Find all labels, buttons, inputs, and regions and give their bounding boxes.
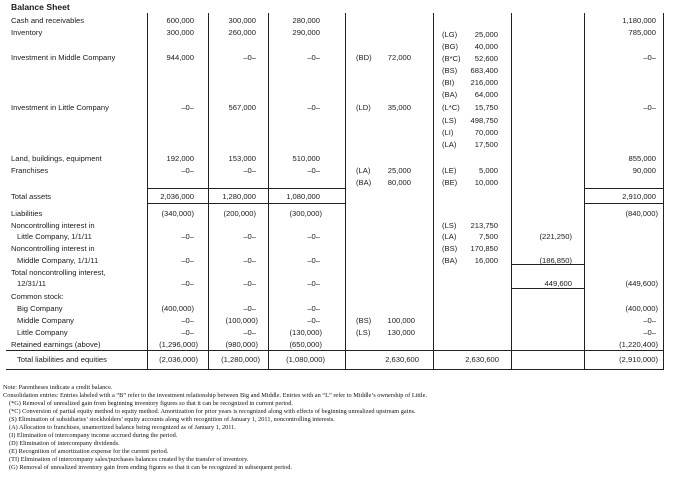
consolidated-value: 1,180,000 — [622, 16, 656, 25]
column-rule — [511, 13, 512, 370]
column-rule — [345, 13, 346, 370]
credit-code: (LG) — [442, 30, 458, 39]
footnote-entry: (D) Elimination of intercompany dividends. — [9, 440, 120, 447]
credit-amount: 10,000 — [474, 178, 498, 187]
consolidated-value: –0– — [643, 316, 656, 325]
middle-value: 567,000 — [228, 103, 256, 112]
big-value: (2,036,000) — [159, 355, 198, 364]
big-value: –0– — [181, 166, 194, 175]
consolidated-value: (840,000) — [625, 209, 658, 218]
credit-code: (LS) — [442, 221, 457, 230]
consolidated-value: (400,000) — [625, 304, 658, 313]
total-rule — [6, 369, 664, 370]
middle-value: –0– — [243, 232, 256, 241]
credit-amount: 70,000 — [474, 128, 498, 137]
row-label: Common stock: — [11, 292, 64, 301]
row-label: Retained earnings (above) — [11, 340, 101, 349]
nci-value: (186,850) — [539, 256, 572, 265]
middle-value: 260,000 — [228, 28, 256, 37]
credit-code: (B*C) — [442, 54, 461, 63]
credit-code: (LA) — [442, 140, 457, 149]
row-label: Investment in Middle Company — [11, 53, 116, 62]
total-rule — [585, 188, 663, 189]
consolidated-value: 785,000 — [628, 28, 656, 37]
credit-amount: 64,000 — [474, 90, 498, 99]
little-value: –0– — [307, 103, 320, 112]
row-label: Little Company — [17, 328, 68, 337]
credit-amount: 52,600 — [474, 54, 498, 63]
credit-amount: 17,500 — [474, 140, 498, 149]
consolidated-value: –0– — [643, 328, 656, 337]
debit-code: (BS) — [356, 316, 372, 325]
footnote-entry: (TI) Elimination of intercompany sales/purchases balances created by the transfer of inventory. — [9, 456, 249, 463]
page-title: Balance Sheet — [11, 2, 70, 12]
credit-code: (BE) — [442, 178, 458, 187]
row-label: Little Company, 1/1/11 — [17, 232, 92, 241]
big-value: (340,000) — [161, 209, 194, 218]
middle-value: –0– — [243, 256, 256, 265]
footnote-entry: (A) Allocation to franchises, unamortized balance being recognized as of January 1, 2011. — [9, 424, 236, 431]
little-value: –0– — [307, 304, 320, 313]
middle-value: (100,000) — [225, 316, 258, 325]
little-value: 1,080,000 — [286, 192, 320, 201]
row-label: Land, buildings, equipment — [11, 154, 102, 163]
debit-amount: 100,000 — [387, 316, 415, 325]
consolidated-value: 90,000 — [632, 166, 656, 175]
debit-total: 2,630,600 — [385, 355, 419, 364]
column-rule — [584, 13, 585, 370]
footnote-consolidation: Consolidation entries: Entries labeled with a “B” refer to the investment relationship between Big and Middle. Entries with an “L” refer to Middle’s ownership of Little. — [3, 392, 428, 399]
footnote-entry: (I) Elimination of intercompany income accrued during the period. — [9, 432, 178, 439]
middle-value: –0– — [243, 166, 256, 175]
credit-code: (BG) — [442, 42, 459, 51]
consolidated-value: 855,000 — [628, 154, 656, 163]
credit-amount: 216,000 — [470, 78, 498, 87]
total-rule — [512, 288, 584, 289]
row-label: Noncontrolling interest in — [11, 244, 95, 253]
consolidated-value: (1,220,400) — [619, 340, 658, 349]
footnote-entry: (S) Elimination of subsidiaries’ stockholders’ equity accounts along with recognition of January 1, 2011, noncontrolling interests. — [9, 416, 335, 423]
little-value: (650,000) — [289, 340, 322, 349]
credit-amount: 15,750 — [474, 103, 498, 112]
row-label: Middle Company, 1/1/11 — [17, 256, 99, 265]
big-value: –0– — [181, 256, 194, 265]
middle-value: –0– — [243, 304, 256, 313]
footnote-entry: (E) Recognition of amortization expense for the current period. — [9, 448, 169, 455]
credit-code: (BS) — [442, 244, 458, 253]
middle-value: 1,280,000 — [222, 192, 256, 201]
consolidated-value: –0– — [643, 53, 656, 62]
row-label: Total assets — [11, 192, 52, 201]
middle-value: (200,000) — [223, 209, 256, 218]
consolidated-value: (449,600) — [625, 279, 658, 288]
row-label: Franchises — [11, 166, 49, 175]
row-label: Cash and receivables — [11, 16, 85, 25]
credit-amount: 170,850 — [470, 244, 498, 253]
column-rule — [663, 13, 664, 370]
credit-amount: 25,000 — [474, 30, 498, 39]
middle-value: 300,000 — [228, 16, 256, 25]
credit-code: (BA) — [442, 256, 458, 265]
big-value: (400,000) — [161, 304, 194, 313]
credit-amount: 5,000 — [478, 166, 498, 175]
little-value: 510,000 — [292, 154, 320, 163]
credit-code: (LI) — [442, 128, 454, 137]
credit-code: (BI) — [442, 78, 455, 87]
row-label: Investment in Little Company — [11, 103, 109, 112]
little-value: (130,000) — [289, 328, 322, 337]
big-value: 600,000 — [166, 16, 194, 25]
little-value: –0– — [307, 256, 320, 265]
footnote-entry: (*G) Removal of unrealized gain from beginning inventory figures so that it can be recognized in current period. — [9, 400, 293, 407]
little-value: 290,000 — [292, 28, 320, 37]
little-value: –0– — [307, 279, 320, 288]
nci-value: (221,250) — [539, 232, 572, 241]
middle-value: –0– — [243, 53, 256, 62]
credit-amount: 213,750 — [470, 221, 498, 230]
credit-amount: 16,000 — [474, 256, 498, 265]
little-value: (300,000) — [289, 209, 322, 218]
debit-amount: 35,000 — [387, 103, 411, 112]
total-rule — [148, 203, 345, 204]
big-value: 192,000 — [166, 154, 194, 163]
credit-code: (LA) — [442, 232, 457, 241]
big-value: (1,296,000) — [159, 340, 198, 349]
debit-amount: 72,000 — [387, 53, 411, 62]
footnote-note: Note: Parentheses indicate a credit balance. — [3, 384, 113, 391]
middle-value: (1,280,000) — [221, 355, 260, 364]
total-rule — [148, 188, 345, 189]
big-value: 2,036,000 — [160, 192, 194, 201]
row-label: Liabilities — [11, 209, 43, 218]
big-value: –0– — [181, 232, 194, 241]
footnote-entry: (G) Removal of unrealized inventory gain from ending figures so that it can be recognized in subsequent period. — [9, 464, 292, 471]
little-value: –0– — [307, 316, 320, 325]
debit-code: (LA) — [356, 166, 371, 175]
big-value: –0– — [181, 328, 194, 337]
big-value: –0– — [181, 316, 194, 325]
big-value: 300,000 — [166, 28, 194, 37]
credit-amount: 498,750 — [470, 116, 498, 125]
consolidated-value: (2,910,000) — [619, 355, 658, 364]
little-value: (1,080,000) — [286, 355, 325, 364]
row-label: Noncontrolling interest in — [11, 221, 95, 230]
credit-amount: 7,500 — [478, 232, 498, 241]
debit-code: (LS) — [356, 328, 371, 337]
row-label: Total noncontrolling interest, — [11, 268, 106, 277]
debit-code: (BD) — [356, 53, 372, 62]
nci-value: 449,600 — [544, 279, 572, 288]
middle-value: –0– — [243, 279, 256, 288]
big-value: –0– — [181, 279, 194, 288]
little-value: –0– — [307, 166, 320, 175]
middle-value: –0– — [243, 328, 256, 337]
big-value: –0– — [181, 103, 194, 112]
middle-value: (980,000) — [225, 340, 258, 349]
row-label: Big Company — [17, 304, 63, 313]
credit-code: (BA) — [442, 90, 458, 99]
row-label: Middle Company — [17, 316, 74, 325]
column-rule — [433, 13, 434, 370]
credit-amount: 40,000 — [474, 42, 498, 51]
total-rule — [6, 350, 664, 351]
total-rule — [585, 203, 663, 204]
little-value: 280,000 — [292, 16, 320, 25]
little-value: –0– — [307, 232, 320, 241]
footnote-entry: (*C) Conversion of partial equity method to equity method. Amortization for prior years is recognized along with effects of beginning unrealized upstream gains. — [9, 408, 416, 415]
credit-code: (BS) — [442, 66, 458, 75]
row-label: 12/31/11 — [17, 279, 46, 288]
credit-code: (LE) — [442, 166, 457, 175]
credit-total: 2,630,600 — [465, 355, 499, 364]
middle-value: 153,000 — [228, 154, 256, 163]
credit-amount: 683,400 — [470, 66, 498, 75]
debit-amount: 130,000 — [387, 328, 415, 337]
debit-amount: 80,000 — [387, 178, 411, 187]
consolidated-value: –0– — [643, 103, 656, 112]
row-label: Inventory — [11, 28, 43, 37]
consolidated-value: 2,910,000 — [622, 192, 656, 201]
credit-code: (L*C) — [442, 103, 460, 112]
big-value: 944,000 — [166, 53, 194, 62]
credit-code: (LS) — [442, 116, 457, 125]
little-value: –0– — [307, 53, 320, 62]
debit-code: (BA) — [356, 178, 372, 187]
row-label: Total liabilities and equities — [17, 355, 107, 364]
debit-code: (LD) — [356, 103, 371, 112]
debit-amount: 25,000 — [387, 166, 411, 175]
